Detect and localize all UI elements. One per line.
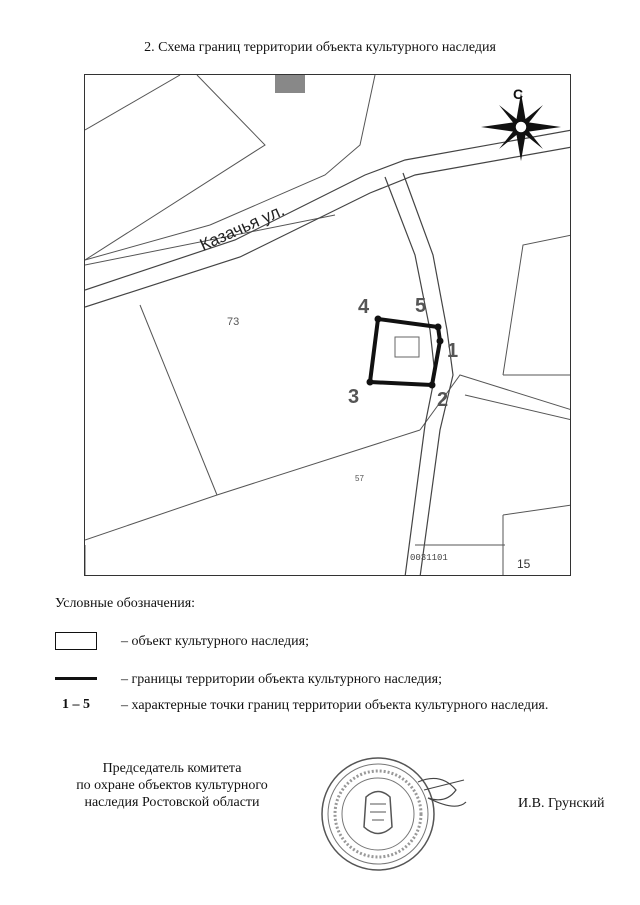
legend-item-text: – характерные точки границ территории объекта культурного наследия. — [121, 698, 549, 713]
compass-rose-icon — [481, 86, 561, 161]
signatory-position — [52, 760, 292, 811]
parcel-label-15: 15 — [517, 557, 531, 571]
street-label: Казачья ул. — [196, 200, 288, 255]
point-label-5: 5 — [415, 295, 427, 317]
official-seal-icon — [306, 742, 476, 872]
cadastral-block-label: 0031101 — [410, 553, 448, 563]
map-canvas — [85, 75, 571, 576]
legend-item-points — [55, 696, 615, 718]
boundary-map — [84, 74, 571, 576]
legend-boundary-symbol — [55, 677, 97, 680]
legend-item-text: – границы территории объекта культурного наследия; — [121, 672, 442, 687]
point-label-2: 2 — [437, 389, 449, 411]
legend-item-object — [55, 632, 615, 654]
signatory-name: И.В. Грунский — [518, 796, 605, 811]
parcel-label-57: 57 — [355, 474, 364, 483]
legend-title: Условные обозначения: — [55, 596, 196, 611]
boundary-point-5 — [435, 324, 442, 331]
heritage-object — [395, 337, 419, 357]
point-label-4: 4 — [358, 296, 370, 318]
legend-item-text: – объект культурного наследия; — [121, 634, 309, 649]
road-lines — [85, 130, 571, 576]
position-line: по охране объектов культурного — [76, 778, 268, 793]
parcel-label-73: 73 — [227, 316, 240, 328]
point-label-3: 3 — [348, 386, 360, 408]
legend-points-symbol: 1 – 5 — [62, 697, 90, 712]
boundary-point-2 — [429, 382, 436, 389]
point-label-1: 1 — [447, 340, 459, 362]
legend-item-boundary — [55, 670, 615, 692]
building-gray — [275, 75, 305, 93]
boundary-point-1 — [437, 338, 444, 345]
boundary-point-4 — [375, 316, 382, 323]
north-label: С — [513, 86, 524, 102]
parcel-lines — [85, 75, 571, 576]
boundary-point-3 — [367, 379, 374, 386]
legend-object-symbol — [55, 632, 97, 650]
position-line: Председатель комитета — [102, 761, 242, 776]
page-title: 2. Схема границ территории объекта культурного наследия — [144, 40, 496, 55]
position-line: наследия Ростовской области — [84, 795, 260, 810]
